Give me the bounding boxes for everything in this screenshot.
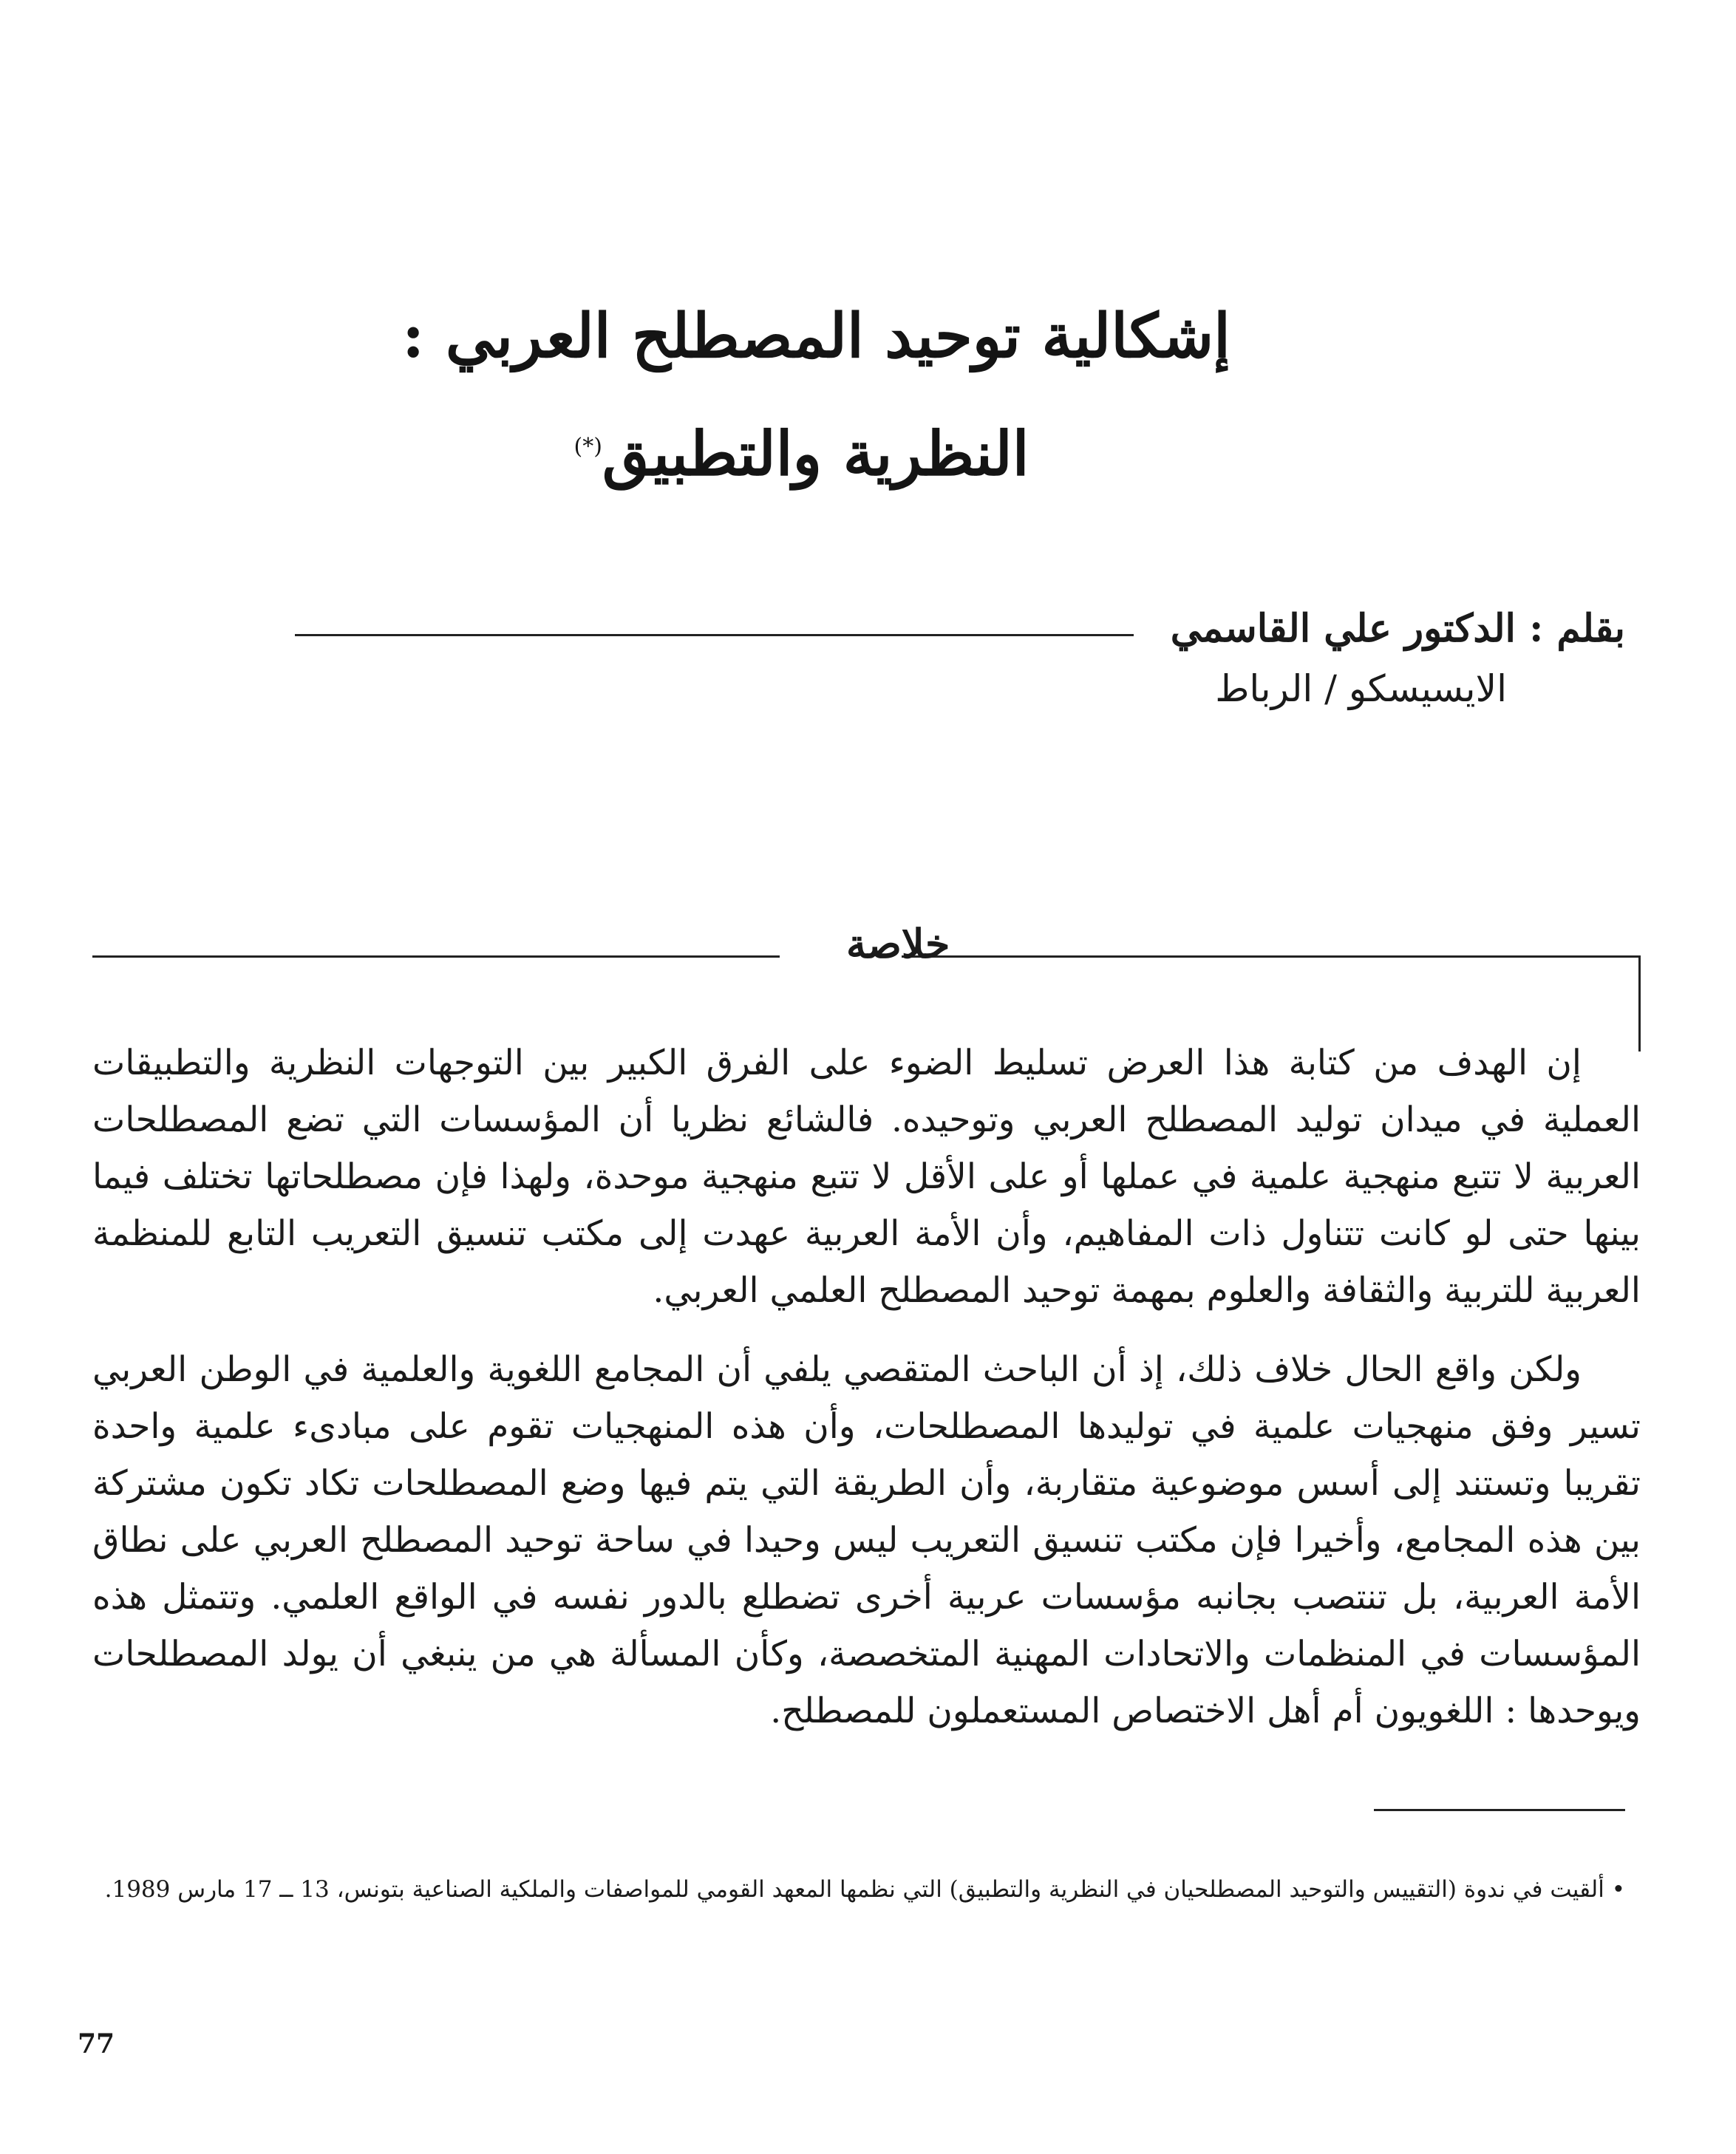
author-divider xyxy=(295,634,1134,636)
page-title-line-1: إشكالية توحيد المصطلح العربي : xyxy=(402,301,1230,372)
author-affiliation: الايسيسكو / الرباط xyxy=(1215,667,1507,710)
title-block xyxy=(0,281,1736,509)
page-title-line-2 xyxy=(0,392,1669,509)
footnote-divider xyxy=(1374,1809,1625,1811)
abstract-paragraph-1: إن الهدف من كتابة هذا العرض تسليط الضوء على الفرق الكبير بين التوجهات النظرية والتطبيقات العملية في ميدان توليد المصطلح العربي وتوحيده. فالشائع نظريا أن المؤسسات التي تضع المصطلحات العربية لا تتبع منهجية علمية في عملها أو على الأقل لا تتبع منهجية موحدة، ولهذا فإن مصطلحاتها تختلف فيما بينها حتى لو كانت تتناول ذات المفاهيم، وأن الأمة العربية عهدت إلى مكتب تنسيق التعريب التابع للمنظمة العربية للتربية والثقافة والعلوم بمهمة توحيد المصطلح العلمي العربي. xyxy=(92,1043,1641,1311)
author-block xyxy=(295,606,1625,710)
footnote-marker: (*) xyxy=(573,434,602,460)
page-number: 77 xyxy=(78,2028,115,2059)
author-line xyxy=(295,606,1625,651)
abstract-heading: خلاصة xyxy=(846,920,950,967)
footnote: • ألقيت في ندوة (التقييس والتوحيد المصطلحيان في النظرية والتطبيق) التي نظمها المعهد القومي للمواصفات والملكية الصناعية بتونس، 13 ــ 17 مارس 1989. xyxy=(104,1876,1625,1903)
author-name: بقلم : الدكتور علي القاسمي xyxy=(1170,606,1625,651)
abstract-body xyxy=(92,1035,1641,1762)
page-title-line-2-text: النظرية والتطبيق xyxy=(602,418,1029,490)
abstract-heading-frame xyxy=(92,920,1641,1023)
abstract-heading-rule-right xyxy=(902,955,1641,958)
abstract-heading-rule-left xyxy=(92,955,780,958)
abstract-paragraph-2: ولكن واقع الحال خلاف ذلك، إذ أن الباحث المتقصي يلفي أن المجامع اللغوية والعلمية في الوطن العربي تسير وفق منهجيات علمية في توليدها المصطلحات، وأن هذه المنهجيات تقوم على مبادىء علمية واحدة تقريبا وتستند إلى أسس موضوعية متقاربة، وأن الطريقة التي يتم فيها وضع المصطلحات تكاد تكون مشتركة بين هذه المجامع، وأخيرا فإن مكتب تنسيق التعريب ليس وحيدا في ساحة توحيد المصطلح العربي على نطاق الأمة العربية، بل تنتصب بجانبه مؤسسات عربية أخرى تضطلع بالدور نفسه في الواقع العلمي. وتتمثل هذه المؤسسات في المنظمات والاتحادات المهنية المتخصصة، وكأن المسألة هي من ينبغي أن يولد المصطلحات ويوحدها : اللغويون أم أهل الاختصاص المستعملون للمصطلح. xyxy=(92,1349,1641,1731)
